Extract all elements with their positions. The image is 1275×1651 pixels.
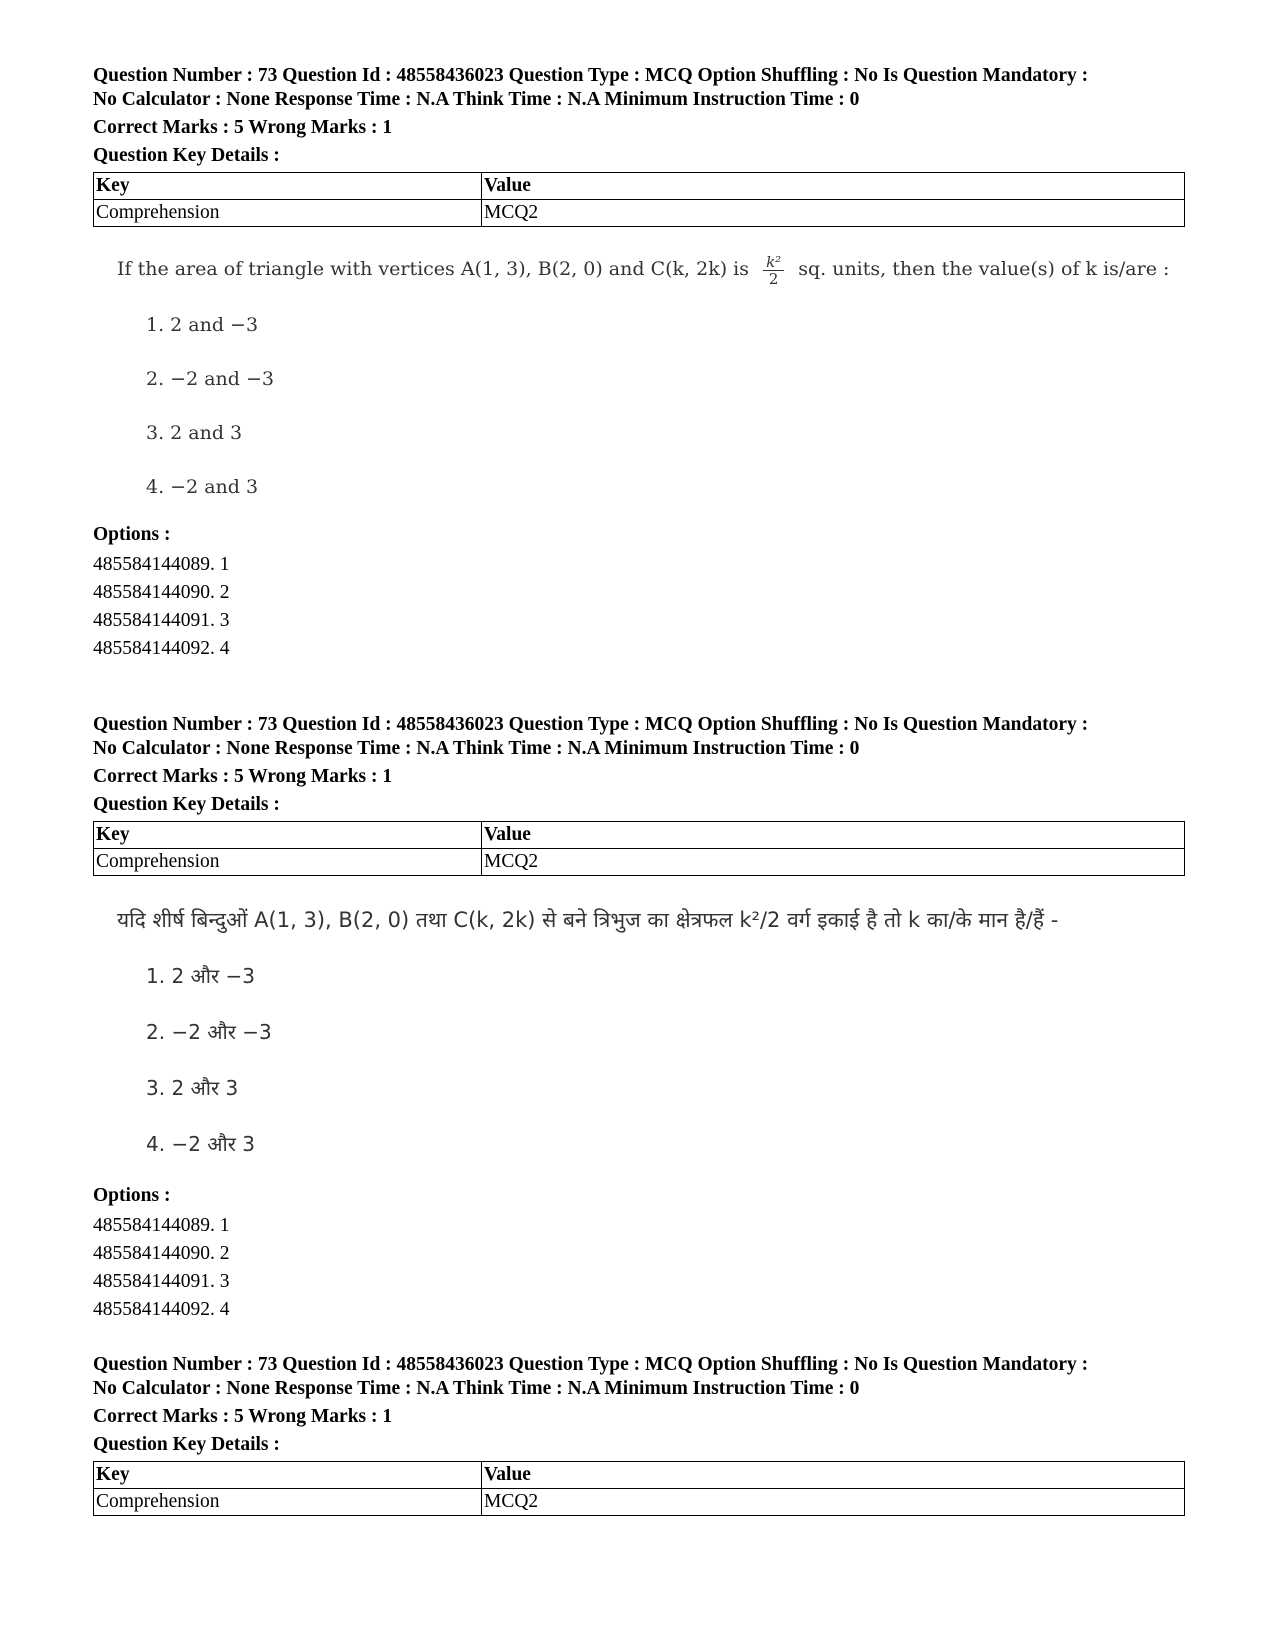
question-section-1 bbox=[93, 64, 1185, 661]
key-details-label: Question Key Details : bbox=[93, 794, 280, 815]
option-id-3: 485584144091. 3 bbox=[93, 1271, 230, 1292]
table-row bbox=[94, 200, 1185, 227]
question-header-line1: Question Number : 73 Question Id : 48558436023 Question Type : MCQ Option Shuffling : No Is Question Mandatory : bbox=[93, 1354, 1089, 1375]
table-cell-key: Comprehension bbox=[94, 1489, 482, 1516]
option-id-4: 485584144092. 4 bbox=[93, 1299, 230, 1320]
choice-2: 2. −2 और −3 bbox=[146, 1020, 272, 1044]
options-label: Options : bbox=[93, 1185, 171, 1206]
table-header-value: Value bbox=[482, 1462, 1185, 1489]
key-details-table bbox=[93, 821, 1185, 876]
option-id-2: 485584144090. 2 bbox=[93, 1243, 230, 1264]
question-header-line1: Question Number : 73 Question Id : 48558436023 Question Type : MCQ Option Shuffling : No Is Question Mandatory : bbox=[93, 714, 1089, 735]
question-text-after: sq. units, then the value(s) of k is/are : bbox=[798, 258, 1170, 280]
marks-line: Correct Marks : 5 Wrong Marks : 1 bbox=[93, 117, 393, 138]
choice-2: 2. −2 and −3 bbox=[146, 368, 274, 390]
choice-1: 1. 2 and −3 bbox=[146, 314, 259, 336]
fraction-denominator: 2 bbox=[768, 269, 779, 288]
option-id-2: 485584144090. 2 bbox=[93, 582, 230, 603]
question-header-line2: No Calculator : None Response Time : N.A Think Time : N.A Minimum Instruction Time : 0 bbox=[93, 89, 860, 110]
table-header-key: Key bbox=[94, 173, 482, 200]
option-id-3: 485584144091. 3 bbox=[93, 610, 230, 631]
table-cell-key: Comprehension bbox=[94, 200, 482, 227]
table-cell-value: MCQ2 bbox=[482, 1489, 1185, 1516]
question-image-hindi bbox=[93, 900, 1185, 1158]
choice-3: 3. 2 और 3 bbox=[146, 1076, 239, 1100]
option-id-1: 485584144089. 1 bbox=[93, 554, 230, 575]
table-header-key: Key bbox=[94, 822, 482, 849]
question-image bbox=[93, 249, 1185, 499]
choice-4: 4. −2 और 3 bbox=[146, 1132, 256, 1156]
table-header-row bbox=[94, 1462, 1185, 1489]
table-row bbox=[94, 849, 1185, 876]
question-section-2 bbox=[93, 713, 1185, 1322]
choice-3: 3. 2 and 3 bbox=[146, 422, 243, 444]
key-details-table bbox=[93, 172, 1185, 227]
marks-line: Correct Marks : 5 Wrong Marks : 1 bbox=[93, 1406, 393, 1427]
table-cell-value: MCQ2 bbox=[482, 849, 1185, 876]
table-cell-value: MCQ2 bbox=[482, 200, 1185, 227]
question-header-line2: No Calculator : None Response Time : N.A Think Time : N.A Minimum Instruction Time : 0 bbox=[93, 1378, 860, 1399]
table-header-key: Key bbox=[94, 1462, 482, 1489]
option-id-4: 485584144092. 4 bbox=[93, 638, 230, 659]
options-label: Options : bbox=[93, 524, 171, 545]
question-header-line2: No Calculator : None Response Time : N.A Think Time : N.A Minimum Instruction Time : 0 bbox=[93, 738, 860, 759]
table-header-value: Value bbox=[482, 173, 1185, 200]
question-text-before: If the area of triangle with vertices A(1, 3), B(2, 0) and C(k, 2k) is bbox=[117, 258, 750, 280]
key-details-label: Question Key Details : bbox=[93, 1434, 280, 1455]
question-text bbox=[93, 249, 1185, 289]
choice-4: 4. −2 and 3 bbox=[146, 476, 259, 498]
question-section-3 bbox=[93, 1353, 1185, 1516]
key-details-label: Question Key Details : bbox=[93, 145, 280, 166]
table-cell-key: Comprehension bbox=[94, 849, 482, 876]
table-header-row bbox=[94, 173, 1185, 200]
question-header-line1: Question Number : 73 Question Id : 48558436023 Question Type : MCQ Option Shuffling : No Is Question Mandatory : bbox=[93, 65, 1089, 86]
area-fraction bbox=[763, 254, 784, 287]
choice-1: 1. 2 और −3 bbox=[146, 964, 256, 988]
fraction-numerator: k² bbox=[763, 254, 784, 271]
option-id-1: 485584144089. 1 bbox=[93, 1215, 230, 1236]
table-header-value: Value bbox=[482, 822, 1185, 849]
question-text-hindi: यदि शीर्ष बिन्दुओं A(1, 3), B(2, 0) तथा C(k, 2k) से बने त्रिभुज का क्षेत्रफल k²/2 वर्ग इकाई है तो k का/के मान है/हैं - bbox=[117, 908, 1059, 932]
marks-line: Correct Marks : 5 Wrong Marks : 1 bbox=[93, 766, 393, 787]
key-details-table bbox=[93, 1461, 1185, 1516]
table-header-row bbox=[94, 822, 1185, 849]
table-row bbox=[94, 1489, 1185, 1516]
